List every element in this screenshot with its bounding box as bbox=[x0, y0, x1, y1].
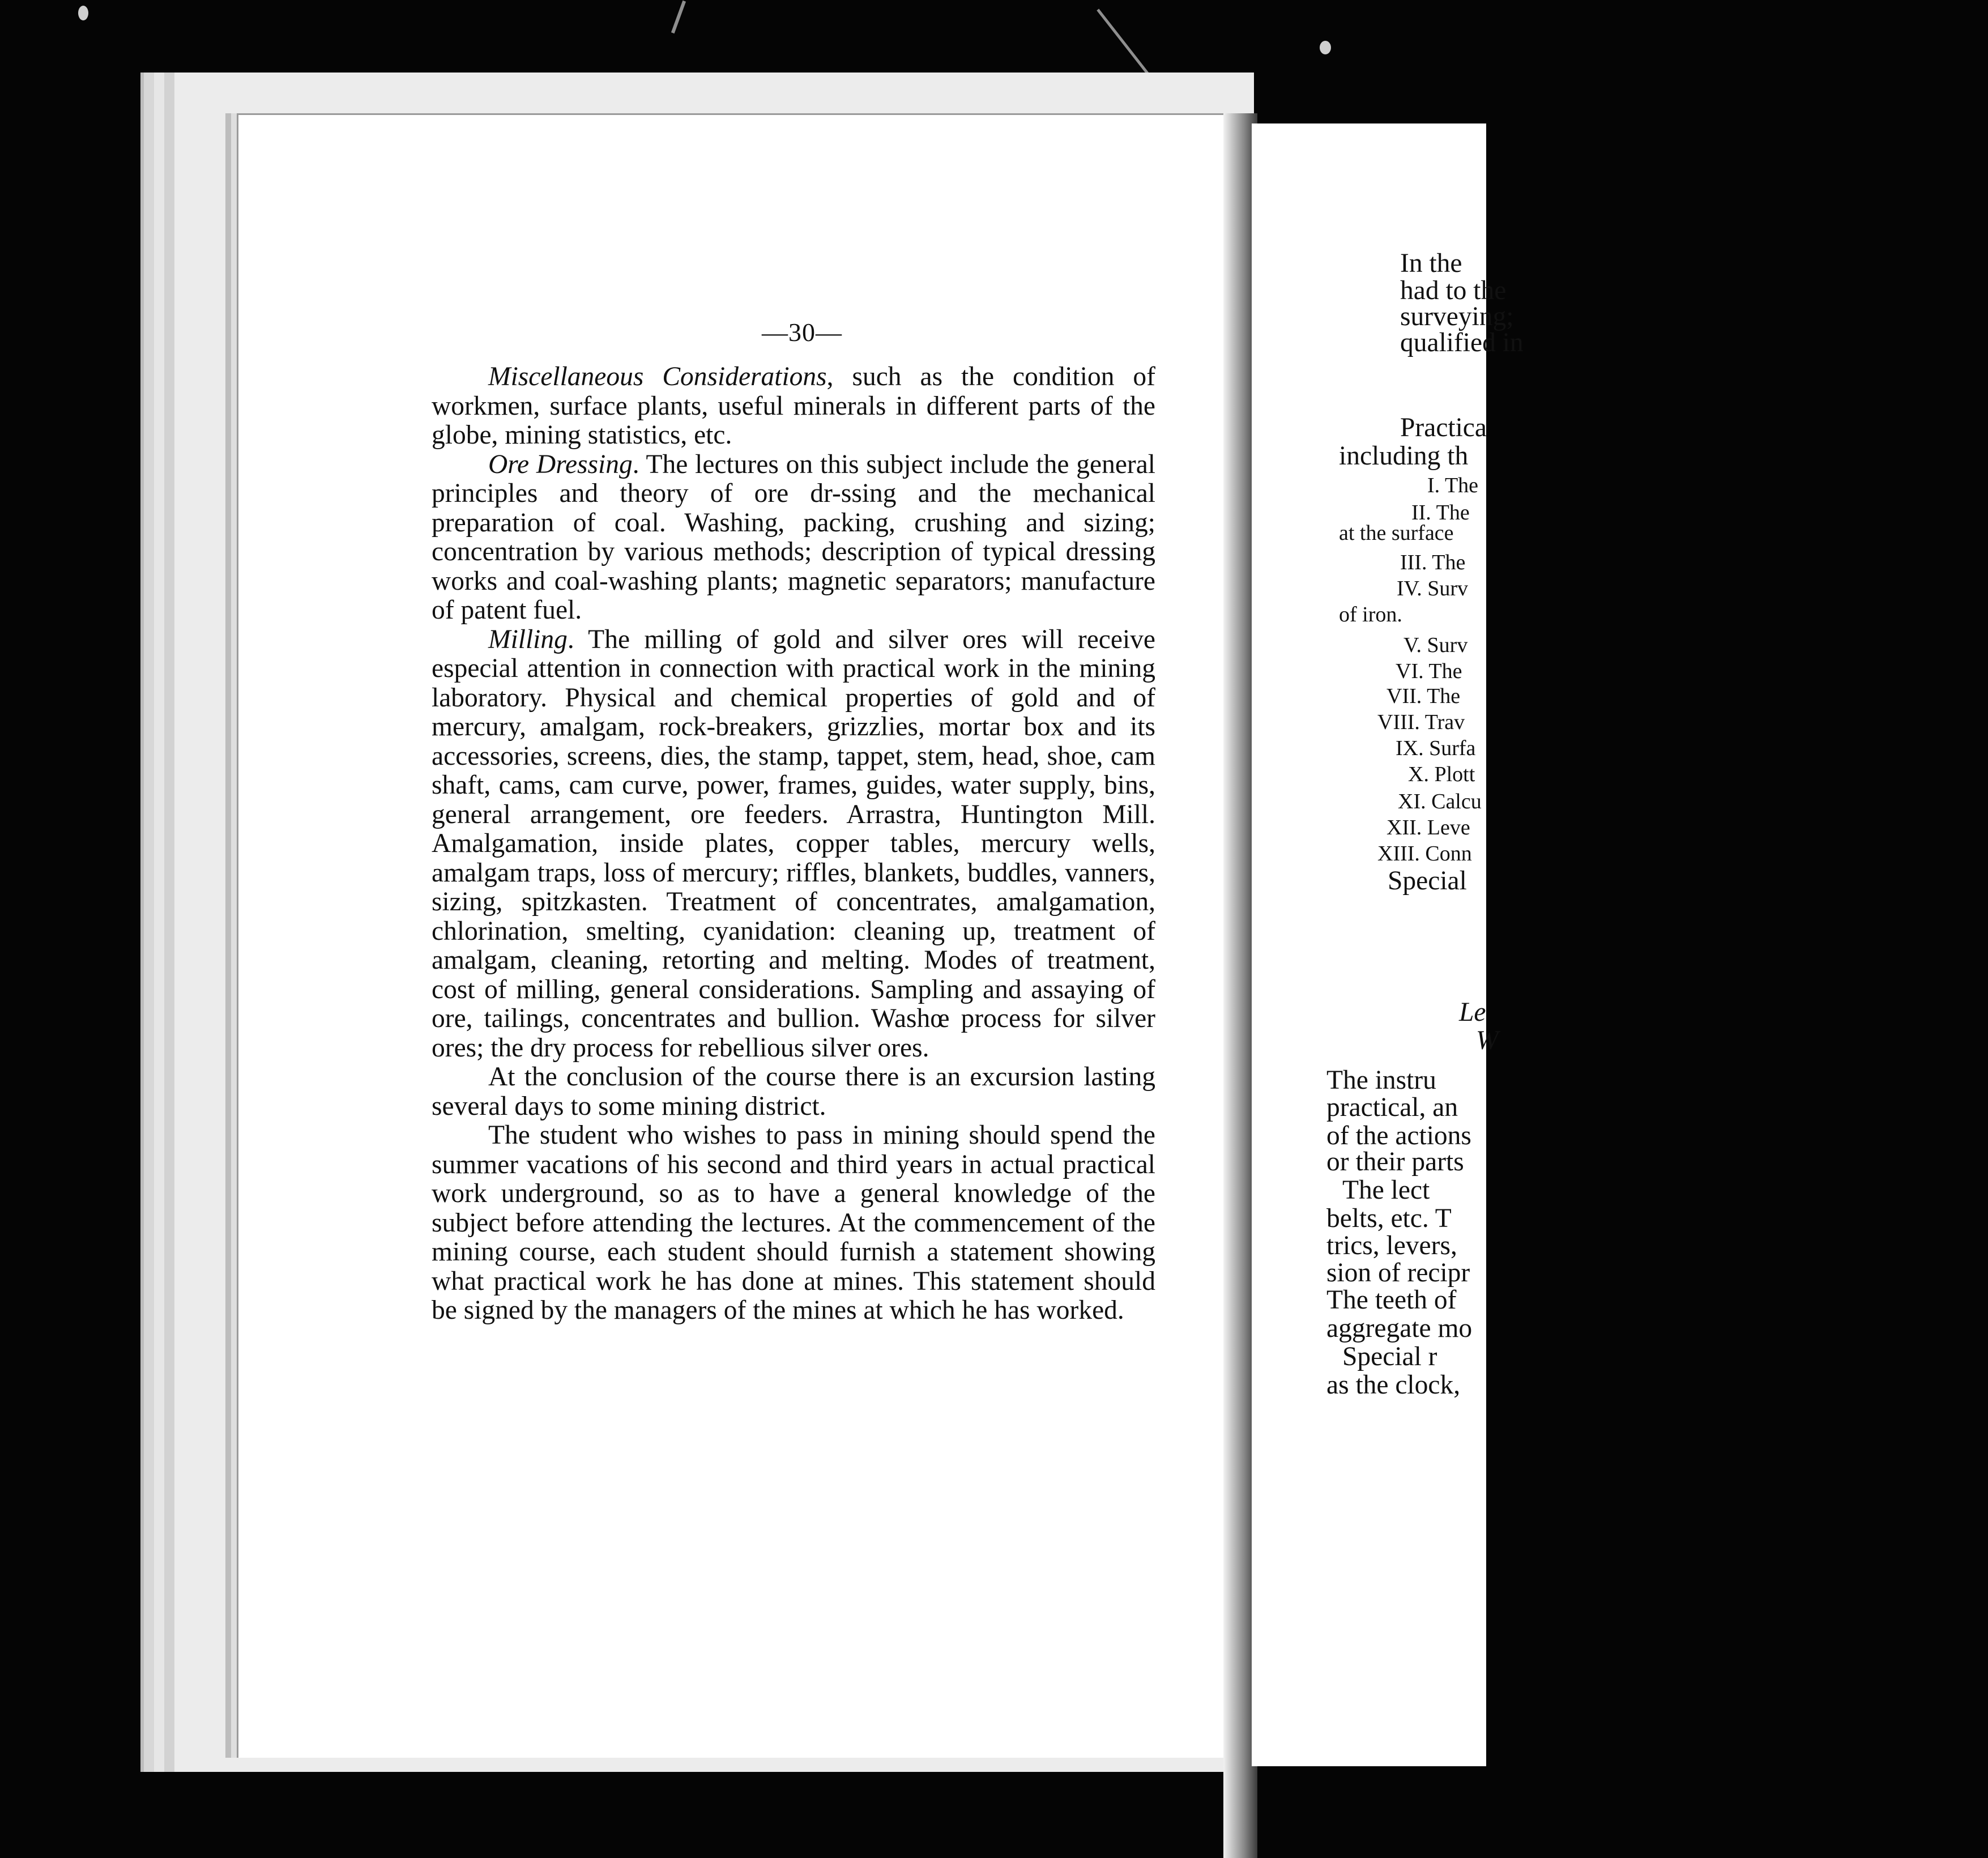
right-page-line: at the surface bbox=[1339, 521, 1454, 545]
right-page-line: IX. Surfa bbox=[1396, 736, 1476, 760]
paragraph-heading: Ore Dressing bbox=[488, 449, 633, 479]
paragraph-excursion bbox=[432, 1063, 1155, 1121]
paragraph-body: . The lectures on this subject include the general principles and theory of ore dr-ssing and the mechanical preparation of coal. Washing, packing, crushing and sizing; concentration by various methods; description of typical dressing works and coal-washing plants; magnetic separators; manufacture of patent fuel. bbox=[432, 449, 1155, 625]
paragraph-heading: Miscellaneous Considerations bbox=[488, 362, 827, 391]
paragraph-student-requirements bbox=[432, 1121, 1155, 1326]
right-page-line: Practica bbox=[1400, 413, 1487, 442]
right-page-line: VIII. Trav bbox=[1377, 710, 1465, 734]
right-page-line: V. Surv bbox=[1403, 633, 1468, 657]
right-page-line: had to the bbox=[1400, 276, 1507, 305]
right-page-line: trics, levers, bbox=[1326, 1231, 1457, 1260]
right-page-line: XII. Leve bbox=[1387, 816, 1470, 839]
right-page-line: aggregate mo bbox=[1326, 1314, 1473, 1343]
right-page-line: III. The bbox=[1400, 551, 1466, 574]
scan-scratch bbox=[671, 1, 686, 33]
right-page-line: X. Plott bbox=[1408, 762, 1475, 786]
right-page-line: The instru bbox=[1326, 1066, 1436, 1095]
right-page-line: XI. Calcu bbox=[1398, 790, 1482, 813]
right-page-line: Le bbox=[1459, 998, 1486, 1027]
right-page-line: W bbox=[1476, 1026, 1499, 1055]
right-page-line: surveying; bbox=[1400, 302, 1514, 331]
paragraph-body: The student who wishes to pass in mining should spend the summer vacations of his second and third years in actual practical work underground, so as to have a general knowledge of the subject before attending the lectures. At the commencement of the mining course, each student should furnish a statement showing what practical work he has done at mines. This statement should be signed by the managers of the mines at which he has worked. bbox=[432, 1120, 1155, 1325]
scan-speck bbox=[1320, 41, 1331, 54]
right-page-line: XIII. Conn bbox=[1377, 842, 1472, 866]
right-page-line: of the actions bbox=[1326, 1121, 1471, 1150]
right-page-line: VI. The bbox=[1396, 659, 1462, 683]
paragraph-miscellaneous bbox=[432, 363, 1155, 450]
right-page-line: VII. The bbox=[1387, 684, 1461, 708]
paragraph-body: . The milling of gold and silver ores will receive especial attention in connection with practical work in the mining laboratory. Physical and chemical properties of gold and of mercury, amalgam, rock-breakers, grizzlies, mortar box and its accessories, screens, dies, the stamp, tappet, stem, head, shoe, cam shaft, cams, cam curve, power, frames, guides, water supply, bins, general arrangement, ore feeders. Arrastra, Huntington Mill. Amalgamation, inside plates, copper tables, mercury wells, amalgam traps, loss of mercury; riffles, blankets, buddles, vanners, sizing, spitzkasten. Treatment of concentrates, amalgamation, chlorination, smelting, cyanidation: cleaning up, treatment of amalgam, cleaning, retorting and melting. Modes of treatment, cost of milling, general considerations. Sampling and assaying of ore, tailings, concentrates and bullion. Washœ process for silver ores; the dry process for rebellious silver ores. bbox=[432, 624, 1155, 1063]
right-page bbox=[1252, 123, 1524, 1766]
scan-scratch bbox=[1097, 8, 1154, 82]
right-page-line: qualified in bbox=[1400, 328, 1524, 357]
page-number: —30— bbox=[762, 318, 842, 347]
right-page-line: or their parts bbox=[1326, 1147, 1464, 1177]
paragraph-body: At the conclusion of the course there is an excursion lasting several days to some mining district. bbox=[432, 1062, 1155, 1121]
paragraph-milling bbox=[432, 625, 1155, 1063]
paragraph-body: , such as the condition of workmen, surface plants, useful minerals in different parts of the globe, mining statistics, etc. bbox=[432, 362, 1155, 450]
right-page-line: The teeth of bbox=[1326, 1285, 1457, 1315]
right-page-line: of iron. bbox=[1339, 603, 1402, 627]
right-page-line: belts, etc. T bbox=[1326, 1204, 1452, 1233]
right-page-line: practical, an bbox=[1326, 1093, 1458, 1122]
left-page-text bbox=[432, 363, 1155, 1326]
right-page-line: The lect bbox=[1342, 1175, 1430, 1205]
right-page-line: as the clock, bbox=[1326, 1370, 1461, 1400]
right-page-line: Special r bbox=[1342, 1342, 1437, 1371]
paragraph-ore-dressing bbox=[432, 450, 1155, 625]
right-page-line: sion of recipr bbox=[1326, 1258, 1470, 1288]
right-page-line: including th bbox=[1339, 441, 1469, 471]
scan-speck bbox=[78, 6, 88, 20]
right-page-line: II. The bbox=[1411, 501, 1470, 525]
paragraph-heading: Milling bbox=[488, 624, 568, 654]
right-page-line: IV. Surv bbox=[1397, 577, 1468, 600]
right-page-line: I. The bbox=[1427, 474, 1479, 497]
right-page-line: In the bbox=[1400, 249, 1462, 278]
right-page-line: Special bbox=[1388, 866, 1467, 896]
